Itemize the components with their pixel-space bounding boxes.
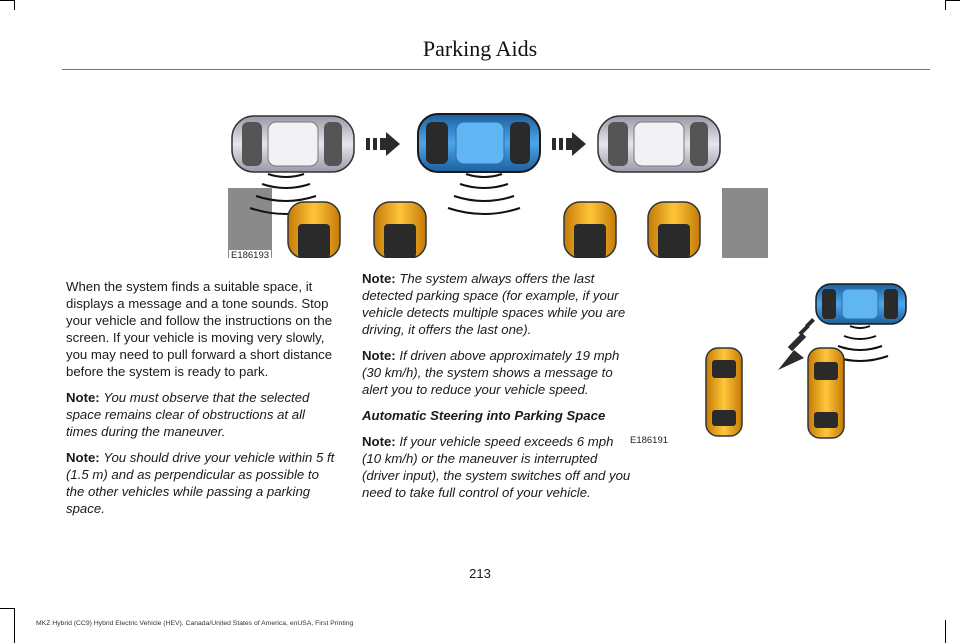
page-title: Parking Aids [422,36,538,61]
footer-text: MKZ Hybrid (CC9) Hybrid Electric Vehicle (HEV), Canada/United States of America, enUSA, First Printing [36,620,354,627]
header-rule [62,69,930,70]
crop-mark [14,608,15,643]
note-label: Note: [362,271,396,286]
note-label: Note: [362,348,396,363]
note-text: If driven above approximately 19 mph (30 km/h), the system shows a message to alert you to reduce your vehicle speed. [362,348,620,397]
gray-car-2 [598,116,720,172]
note-text: You should drive your vehicle within 5 ft (1.5 m) and as perpendicular as possible to the other vehicles while passing a parking space. [66,450,335,516]
note-label: Note: [66,450,100,465]
parking-sequence-illustration [228,108,768,258]
note [362,270,632,338]
sensor-wave-icon [448,174,520,214]
section-heading: Automatic Steering into Parking Space [362,408,606,423]
orange-car-1 [288,202,340,258]
note-label: Note: [362,434,396,449]
note [66,389,338,440]
figure-reverse-parking [770,280,910,440]
blue-car [418,114,540,172]
note [66,449,338,517]
crop-mark [945,0,946,10]
paragraph: When the system finds a suitable space, it displays a message and a tone sounds. Stop your vehicle and follow the instructions on the screen. If your vehicle is moving very slowly, you may need to pull forward a short distance before the system is ready to park. [66,279,333,379]
orange-car-4 [648,202,700,258]
crop-mark [946,0,960,1]
crop-mark [0,608,14,609]
orange-car-3 [564,202,616,258]
note-text: You must observe that the selected space remains clear of obstructions at all times during the maneuver. [66,390,310,439]
crop-mark [945,620,946,643]
page-number: 213 [469,566,491,581]
note-text: The system always offers the last detected parking space (for example, if your vehicle detects multiple spaces while you are driving, it offers the last one). [362,271,626,337]
note-text: If your vehicle speed exceeds 6 mph (10 km/h) or the maneuver is interrupted (driver input), the system switches off and you need to take full control of your vehicle. [362,434,631,500]
crop-mark [14,0,15,10]
reverse-parking-illustration [770,280,910,440]
note [362,433,632,501]
crop-mark [0,0,14,1]
left-column [66,278,338,526]
middle-column [362,270,632,510]
blue-car-small [816,284,906,324]
figure-code: E186193 [231,250,270,261]
orange-car-left [702,346,746,438]
orange-car-2 [374,202,426,258]
figure-code: E186191 [630,435,669,446]
note-label: Note: [66,390,100,405]
note [362,347,632,398]
arrow-right-icon [552,132,586,156]
curb-block-right [722,188,768,258]
figure-parking-sequence [228,108,768,258]
arrow-right-icon [366,132,400,156]
orange-car-right [808,348,844,438]
gray-car-1 [232,116,354,172]
